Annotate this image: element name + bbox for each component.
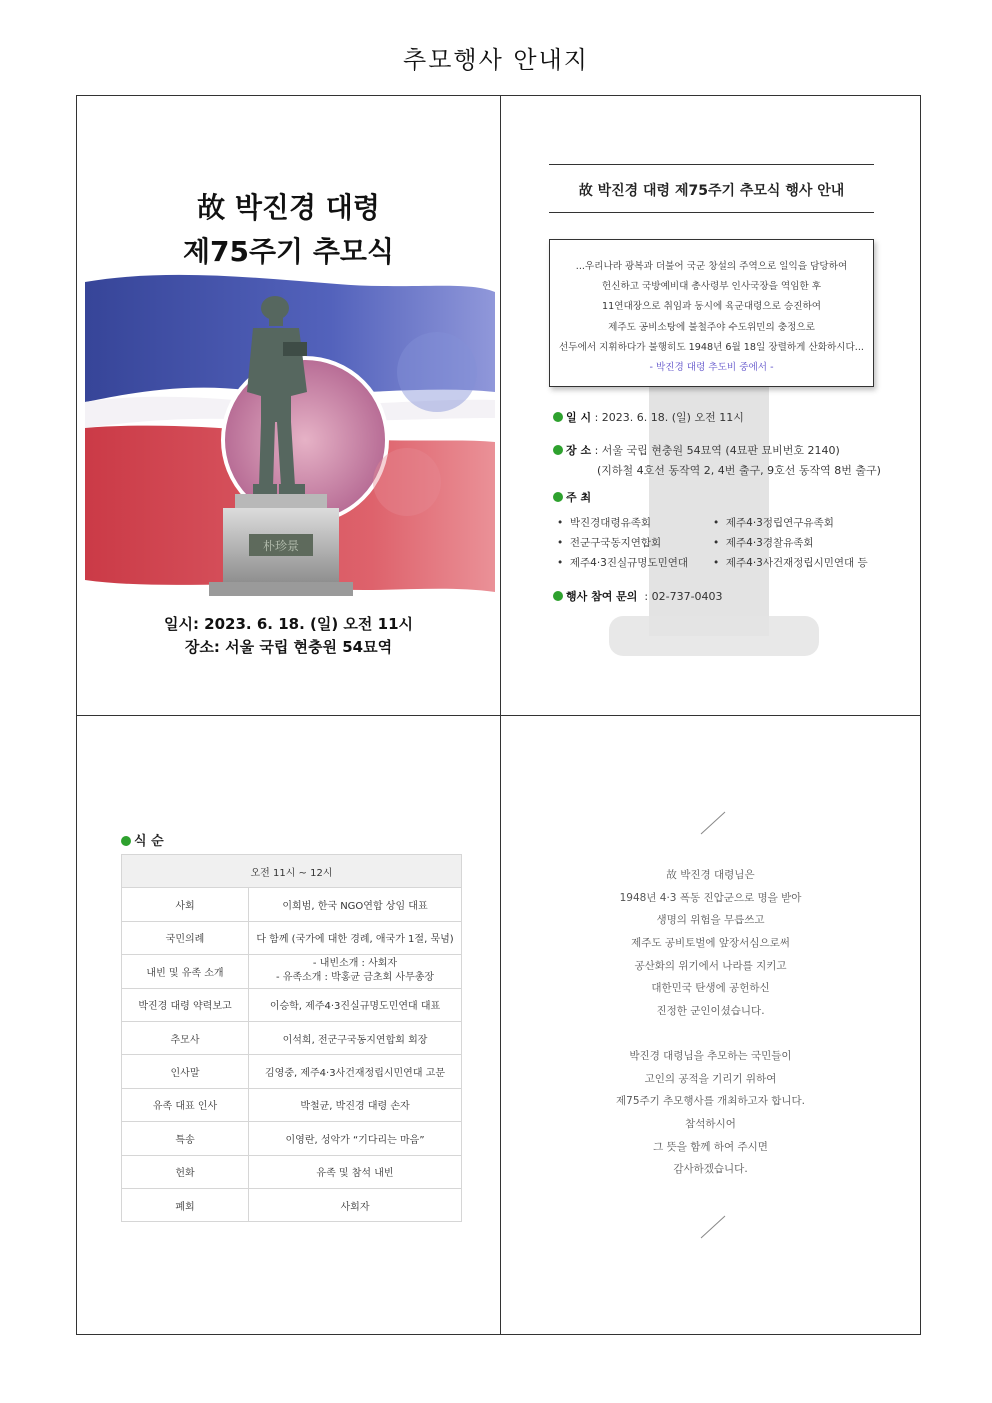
info-date: 일 시 : 2023. 6. 18. (일) 오전 11시: [553, 409, 744, 425]
message-line: 생명의 위험을 무릅쓰고: [656, 914, 765, 926]
cover-panel: [77, 96, 500, 715]
table-row: 추모사 이석희, 전군구국동지연합회 회장: [122, 1021, 462, 1054]
host-item: • 박진경대령유족회: [557, 517, 652, 529]
message-panel: [501, 716, 920, 1334]
quote-source: - 박진경 대령 추도비 중에서 -: [649, 362, 774, 374]
message-line: 고인의 공적을 기리기 위하여: [644, 1073, 777, 1085]
bullet-dot-icon: [553, 591, 563, 601]
pedestal-top: [235, 494, 327, 508]
cover-illustration: [77, 272, 500, 612]
quote-line: ...우리나라 광복과 더불어 국군 창설의 주역으로 일익을 담당하여: [575, 261, 848, 272]
cover-place: 장소: 서울 국립 현충원 54묘역: [184, 638, 393, 656]
bullet-dot-icon: [553, 445, 563, 455]
info-contact: 행사 참여 문의 : 02-737-0403: [553, 588, 723, 604]
bullet-dot-icon: [553, 492, 563, 502]
heading-rule-top: [549, 164, 874, 165]
host-item: • 제주4·3사건재정립시민연대 등: [713, 557, 868, 569]
message-line: 그 뜻을 함께 하여 주시면: [653, 1141, 768, 1153]
message-line: 1948년 4·3 폭동 진압군으로 명을 받아: [619, 892, 802, 904]
host-item: • 제주4·3경찰유족회: [713, 537, 814, 549]
message-line: 제주도 공비토벌에 앞장서심으로써: [631, 937, 790, 949]
program-time: 오전 11시 ~ 12시: [122, 855, 462, 888]
cover-title-line1: 故 박진경 대령: [197, 191, 380, 224]
leaflet-grid: [76, 95, 921, 1335]
quote-line: 선두에서 지휘하다가 불행히도 1948년 6월 18일 장렬하게 산화하시다...: [559, 341, 864, 353]
slash-ornament-bottom: [699, 1214, 727, 1240]
message-line: 참석하시어: [685, 1118, 736, 1130]
guide-panel: [501, 96, 920, 715]
program-header-row: [122, 855, 462, 888]
message-line: 공산화의 위기에서 나라를 지키고: [634, 960, 787, 972]
info-host: 주 최: [553, 489, 591, 505]
message-line: 제75주기 추모행사를 개최하고자 합니다.: [616, 1095, 805, 1107]
table-row: 헌화 유족 및 참석 내빈: [122, 1155, 462, 1188]
table-row: 국민의례 다 함께 (국가에 대한 경례, 애국가 1절, 묵념): [122, 921, 462, 954]
message-line: 진정한 군인이셨습니다.: [656, 1005, 765, 1017]
message-line: 감사하겠습니다.: [673, 1163, 748, 1175]
program-table: [121, 854, 462, 1222]
host-item: • 제주4·3진실규명도민연대: [557, 557, 689, 569]
guide-heading: 故 박진경 대령 제75주기 추모식 행사 안내: [578, 183, 845, 199]
info-place-sub: (지하철 4호선 동작역 2, 4번 출구, 9호선 동작역 8번 출구): [597, 464, 881, 477]
host-item: • 제주4·3정립연구유족회: [713, 517, 834, 529]
message-line: 박진경 대령님을 추모하는 국민들이: [629, 1050, 792, 1062]
bullet-dot-icon: [121, 836, 131, 846]
table-row: 사회 이희범, 한국 NGO연합 상임 대표: [122, 888, 462, 921]
table-row: 인사말 김영중, 제주4·3사건재정립시민연대 고문: [122, 1055, 462, 1088]
quote-line: 제주도 공비소탕에 불철주야 수도위민의 충정으로: [608, 321, 815, 333]
quote-line: 11연대장으로 취임과 동시에 육군대령으로 승진하여: [601, 301, 822, 313]
info-place: 장 소 : 서울 국립 현충원 54묘역 (4묘판 묘비번호 2140): [553, 442, 840, 458]
program-label: 식 순: [121, 830, 164, 849]
memorial-quote-box: [549, 239, 874, 387]
page-title: 추모행사 안내지: [403, 46, 589, 74]
pedestal-plaque-text: 朴珍景: [262, 539, 300, 553]
heading-rule-bottom: [549, 212, 874, 213]
cover-date: 일시: 2023. 6. 18. (일) 오전 11시: [163, 615, 413, 633]
host-item: • 전군구국동지연합회: [557, 537, 662, 549]
table-row: 내빈 및 유족 소개 - 내빈소개 : 사회자 - 유족소개 : 박홍균 금초회 사무총장: [122, 955, 462, 988]
program-panel: [77, 716, 500, 1334]
table-row: 폐회 사회자: [122, 1188, 462, 1221]
quote-line: 헌신하고 국방예비대 총사령부 인사국장을 역임한 후: [601, 281, 822, 293]
message-line: 대한민국 탄생에 공헌하신: [651, 982, 770, 994]
cover-title-line2: 제75주기 추모식: [182, 235, 394, 268]
bullet-dot-icon: [553, 412, 563, 422]
table-row: 박진경 대령 약력보고 이승학, 제주4·3진실규명도민연대 대표: [122, 988, 462, 1021]
slash-ornament-top: [699, 810, 727, 836]
message-line: 故 박진경 대령님은: [666, 869, 755, 881]
table-row: 특송 이영란, 성악가 “기다리는 마음”: [122, 1122, 462, 1155]
table-row: 유족 대표 인사 박철균, 박진경 대령 손자: [122, 1088, 462, 1121]
